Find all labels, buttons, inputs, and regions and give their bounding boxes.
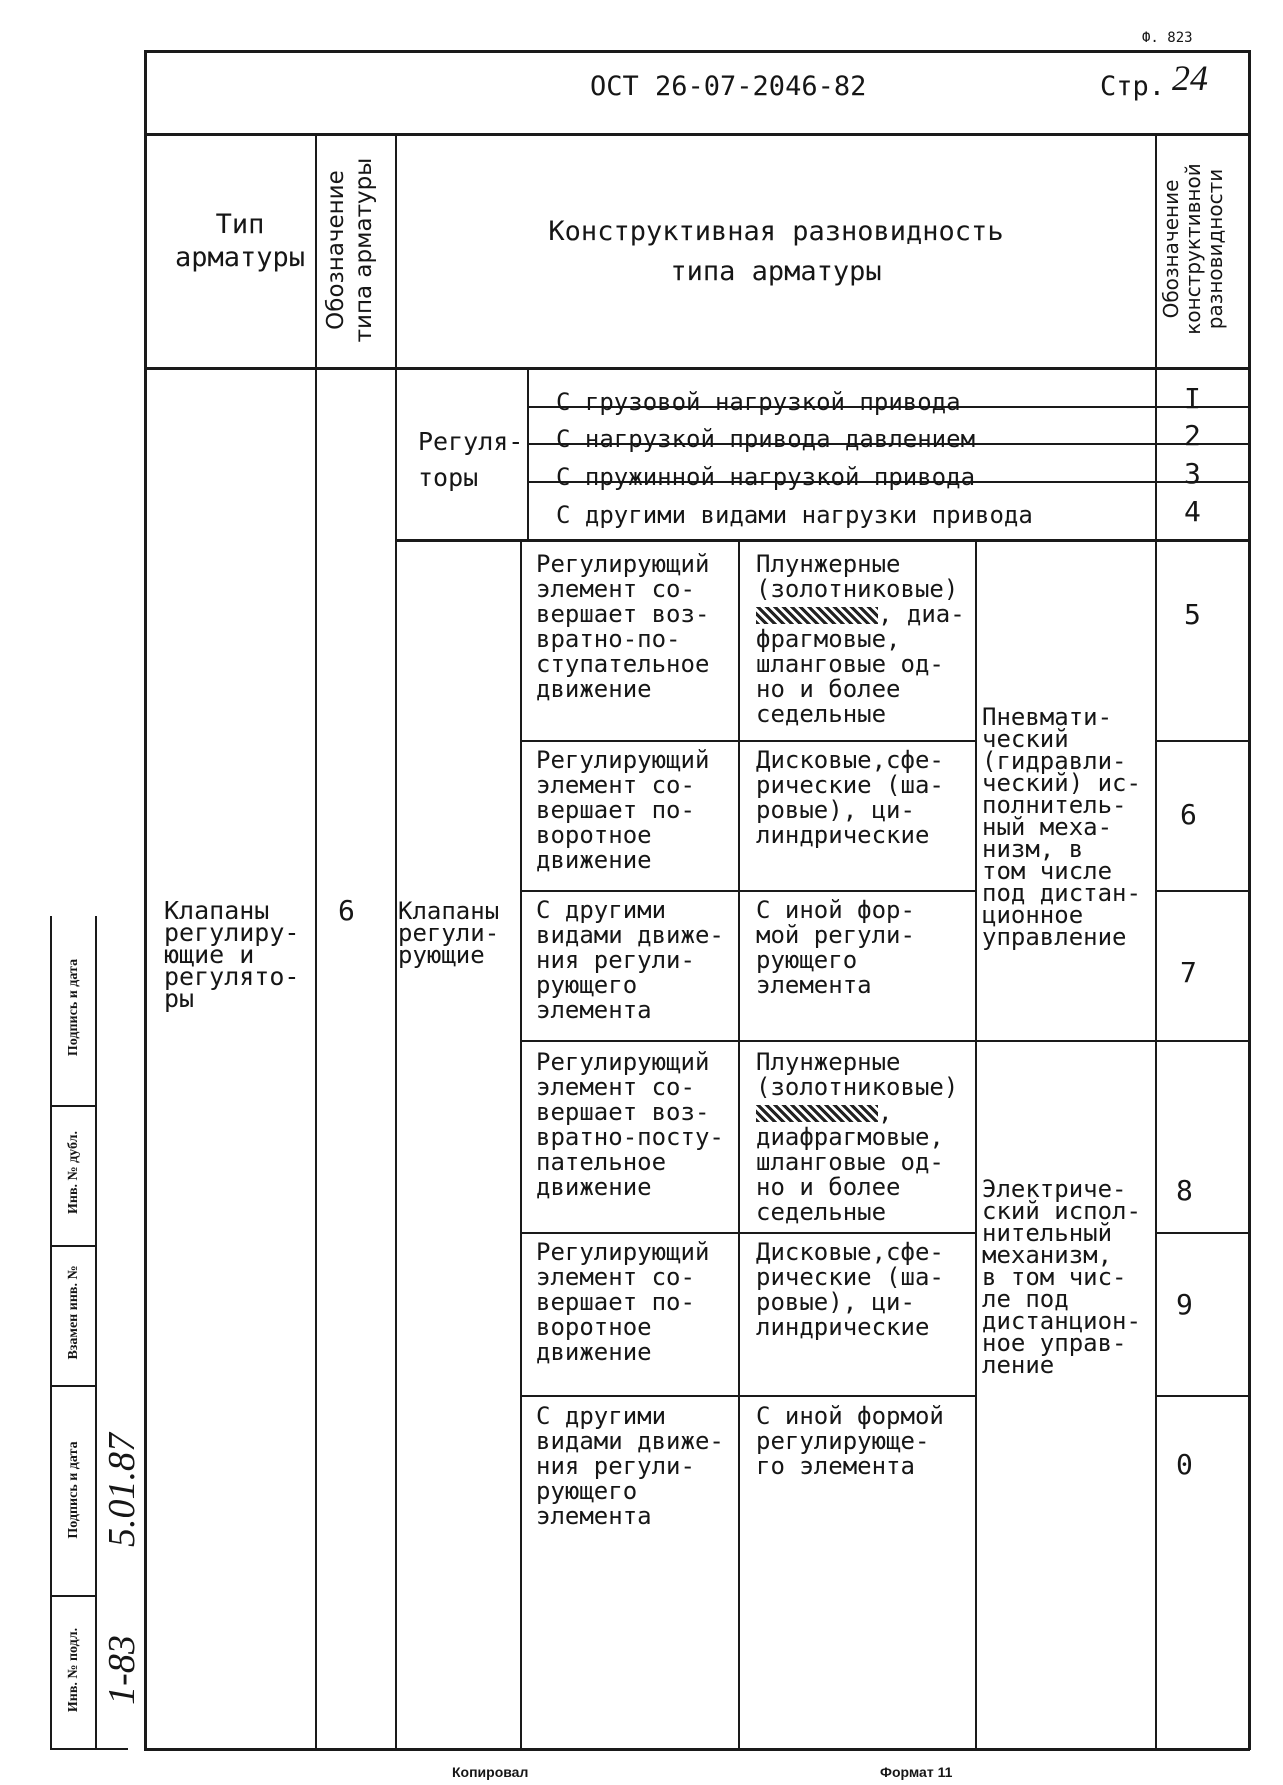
- regulator-row-code: 4: [1184, 495, 1201, 528]
- document-code: ОСТ 26-07-2046-82: [590, 71, 867, 102]
- regulator-row-text: С пружинной нагрузкой привода: [556, 463, 976, 491]
- regulator-row-code: 2: [1184, 419, 1201, 452]
- motion-cell: С другими видами движе- ния регули- рующего элемента: [536, 1402, 724, 1530]
- variety-code: 0: [1176, 1448, 1193, 1481]
- motion-cell: Регулирующий элемент со- вершает воз- вратно-по- ступательное движение: [536, 550, 710, 703]
- regulators-label: Регуля- торы: [418, 427, 524, 492]
- stamp-duplicate-label: Инв. № дубл.: [66, 1131, 81, 1214]
- motion-cell: Регулирующий элемент со- вершает воз- вратно-посту- пательное движение: [536, 1048, 724, 1201]
- element-form-cell: С иной формой регулирующе- го элемента: [756, 1402, 944, 1480]
- motion-cell: Регулирующий элемент со- вершает по- воротное движение: [536, 746, 710, 874]
- element-form-cell: Дисковые,сфе- рические (ша- ровые), ци- линдрические: [756, 1238, 944, 1341]
- regulator-row-text: С грузовой нагрузкой привода: [556, 388, 961, 416]
- footer-copied-by: Копировал: [452, 1764, 529, 1780]
- variety-code: 5: [1184, 598, 1201, 631]
- stamp-inventory-value: 1-83: [101, 1635, 143, 1705]
- armature-type-code: 6: [338, 894, 355, 927]
- stamp-replacement-label: Взамен инв. №: [66, 1265, 81, 1360]
- struck-out-mark: [756, 607, 878, 624]
- column-header-type: Тип арматуры: [174, 209, 306, 273]
- regulator-row-text: С нагрузкой привода давлением: [556, 425, 976, 453]
- column-header-variety: Конструктивная разновидность типа арматуры: [548, 216, 1004, 287]
- column-header-variety-code: Обозначение конструктивной разновидности: [1159, 163, 1227, 335]
- stamp-inventory-label: Инв. № подл.: [66, 1627, 81, 1713]
- electric-actuator-cell: Электриче- ский испол- нительный механизм, в том чис- ле под дистанцион- ное управ- ление: [982, 1175, 1141, 1379]
- motion-cell: С другими видами движе- ния регули- рующего элемента: [536, 896, 724, 1024]
- variety-code: 6: [1180, 798, 1197, 831]
- stamp-date-value: 5.01.87: [101, 1433, 143, 1547]
- form-mark: Ф. 823: [1142, 30, 1193, 46]
- element-form-cell: Плунжерные (золотниковые) , диафрагмовые, шланговые од- но и более седельные: [756, 1048, 959, 1226]
- stamp-signature-label-2: Подпись и дата: [66, 958, 81, 1057]
- variety-code: 7: [1180, 956, 1197, 989]
- motion-cell: Регулирующий элемент со- вершает по- воротное движение: [536, 1238, 710, 1366]
- element-form-cell: С иной фор- мой регули- рующего элемента: [756, 896, 915, 999]
- regulator-row-code: I: [1184, 382, 1201, 415]
- pneumatic-actuator-cell: Пневмати- ческий (гидравли- ческий) ис- полнитель- ный меха- низм, в том числе под дистан- ционное управление: [982, 703, 1141, 951]
- variety-code: 8: [1176, 1174, 1193, 1207]
- regulator-row-text: С другими видами нагрузки привода: [556, 501, 1033, 529]
- footer-format: Формат 11: [880, 1764, 953, 1780]
- stamp-signature-label: Подпись и дата: [66, 1441, 81, 1539]
- column-header-type-code: Обозначение типа арматуры: [323, 157, 377, 343]
- struck-out-mark: [756, 1105, 878, 1122]
- page-label: Стр.: [1100, 71, 1166, 102]
- page-number: 24: [1172, 58, 1208, 98]
- regulator-row-code: 3: [1184, 457, 1201, 490]
- element-form-cell: Дисковые,сфе- рические (ша- ровые), ци- линдрические: [756, 746, 944, 849]
- control-valves-label: Клапаны регули- рующие: [398, 897, 500, 969]
- variety-code: 9: [1176, 1288, 1193, 1321]
- armature-type-name: Клапаны регулиру- ющие и регулято- ры: [164, 896, 300, 1013]
- element-form-cell: Плунжерные (золотниковые) , диа- фрагмовые, шланговые од- но и более седельные: [756, 550, 965, 728]
